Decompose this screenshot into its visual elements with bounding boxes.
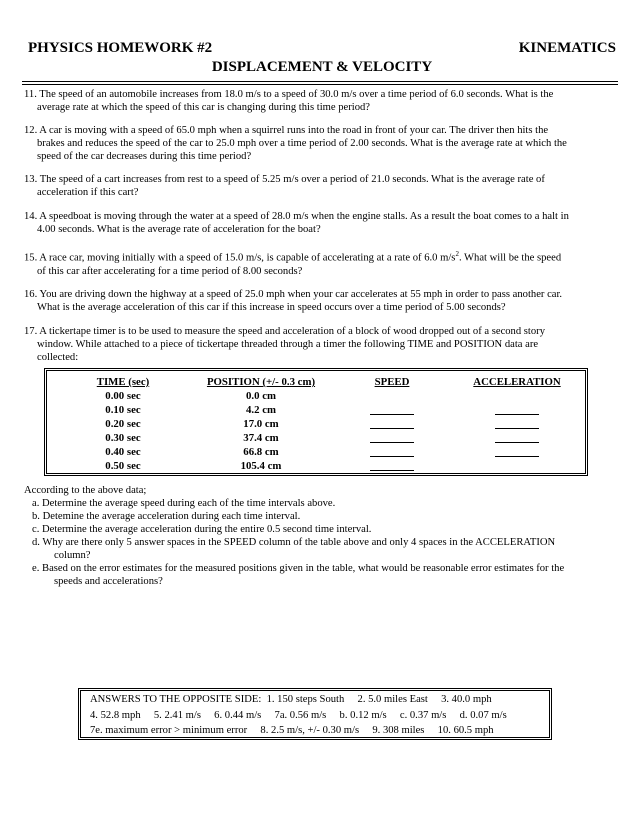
speed-header: SPEED <box>374 376 410 388</box>
question-16: 16. You are driving down the highway at a speed of 25.0 mph when your car accelerates at 55 mph in order to pass another car. What is the average acceleration of this car if this increase in speed occurs over a time period of 5.00 seconds? <box>24 289 563 313</box>
speed-answer-blank[interactable] <box>347 445 437 459</box>
speed-answer-blank[interactable] <box>347 403 437 417</box>
time-cell: 0.00 sec <box>105 390 141 402</box>
acceleration-column <box>457 375 577 459</box>
position-cell: 105.4 cm <box>240 460 282 472</box>
time-cell: 0.10 sec <box>105 404 141 416</box>
header-rule <box>22 81 618 82</box>
time-cell: 0.30 sec <box>105 432 141 444</box>
acceleration-answer-blank[interactable] <box>457 417 577 431</box>
speed-column <box>347 375 437 473</box>
position-cell: 66.8 cm <box>243 446 279 458</box>
question-15: 15. A race car, moving initially with a speed of 15.0 m/s, is capable of accelerating at a rate of 6.0 $m/s^2$. What will be the speed of this car after accelerating for a time period of 8.00 seconds? <box>24 250 562 277</box>
time-cell: 0.40 sec <box>105 446 141 458</box>
tickertape-data-table <box>44 368 588 476</box>
header-rule <box>22 84 618 85</box>
followup-b: b. Detemine the average acceleration during each time interval. <box>32 511 301 522</box>
header <box>28 40 616 82</box>
question-13: 13. The speed of a cart increases from rest to a speed of 5.25 m/s over a period of 21.0 seconds. What is the average rate of acceleration if this cart? <box>24 174 545 198</box>
speed-answer-blank[interactable] <box>347 459 437 473</box>
speed-answer-blank[interactable] <box>347 417 437 431</box>
time-column <box>83 375 163 473</box>
followup-c: c. Determine the average acceleration during the entire 0.5 second time interval. <box>32 524 372 535</box>
speed-answer-blank[interactable] <box>347 431 437 445</box>
position-header: POSITION (+/- 0.3 cm) <box>206 376 316 388</box>
acceleration-header: ACCELERATION <box>473 376 561 388</box>
question-17: 17. A tickertape timer is to be used to measure the speed and acceleration of a block of wood dropped out of a second story window. While attached to a piece of tickertape threaded through a timer the following TIME and POSITION data are collected: <box>24 326 545 363</box>
followup-questions <box>24 484 618 588</box>
answers-line-3: 7e. maximum error > minimum error 8. 2.5 m/s, +/- 0.30 m/s 9. 308 miles 10. 60.5 mph <box>90 725 494 736</box>
position-cell: 17.0 cm <box>243 418 279 430</box>
position-cell: 0.0 cm <box>246 390 276 402</box>
position-cell: 4.2 cm <box>246 404 276 416</box>
time-header: TIME (sec) <box>96 376 150 388</box>
question-14: 14. A speedboat is moving through the water at a speed of 28.0 m/s when the engine stalls. As a result the boat comes to a halt in 4.00 seconds. What is the average rate of acceleration for the boat? <box>24 211 569 235</box>
followup-d: d. Why are there only 5 answer spaces in the SPEED column of the table above and only 4 spaces in the ACCELERATION column? <box>32 537 556 561</box>
homework-title: PHYSICS HOMEWORK #2 <box>28 40 213 56</box>
answers-line-1: ANSWERS TO THE OPPOSITE SIDE: 1. 150 steps South 2. 5.0 miles East 3. 40.0 mph <box>90 694 492 705</box>
time-cell: 0.20 sec <box>105 418 141 430</box>
question-12: 12. A car is moving with a speed of 65.0 mph when a squirrel runs into the road in front of your car. The driver then hits the brakes and reduces the speed of the car to 25.0 mph over a time period of 2.00 seconds. What is the average rate at which the speed of the car decreases during this time period? <box>24 125 567 162</box>
followup-intro: According to the above data; <box>24 485 147 496</box>
answers-line-2: 4. 52.8 mph 5. 2.41 m/s 6. 0.44 m/s 7a. 0.56 m/s b. 0.12 m/s c. 0.37 m/s d. 0.07 m/s <box>90 709 507 721</box>
acceleration-answer-blank[interactable] <box>457 431 577 445</box>
position-cell: 37.4 cm <box>243 432 279 444</box>
time-cell: 0.50 sec <box>105 460 141 472</box>
answers-box <box>78 688 552 740</box>
question-11: 11. The speed of an automobile increases from 18.0 m/s to a speed of 30.0 m/s over a time period of 6.0 seconds. What is the average rate at which the speed of this car is changing during this time period? <box>24 89 554 113</box>
followup-e: e. Based on the error estimates for the measured positions given in the table, what would be reasonable error estimates for the speeds and accelerations? <box>32 563 565 587</box>
followup-a: a. Determine the average speed during each of the time intervals above. <box>32 498 336 509</box>
topic-title: KINEMATICS <box>518 40 616 56</box>
acceleration-answer-blank[interactable] <box>457 403 577 417</box>
subtitle: DISPLACEMENT & VELOCITY <box>211 59 433 75</box>
position-column <box>191 375 331 473</box>
acceleration-answer-blank[interactable] <box>457 445 577 459</box>
